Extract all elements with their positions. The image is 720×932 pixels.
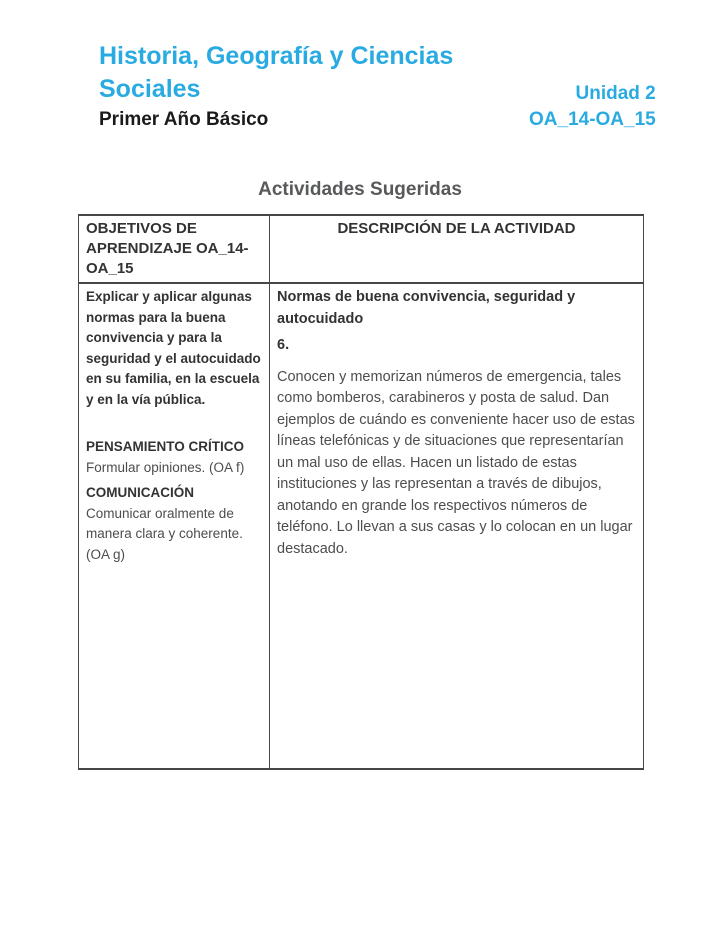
critical-thinking-heading: PENSAMIENTO CRÍTICO bbox=[86, 439, 245, 454]
communication-text: Comunicar oralmente de manera clara y coherente. (OA g) bbox=[86, 505, 243, 562]
oa-range-label: OA_14-OA_15 bbox=[529, 109, 656, 130]
activity-number: 6. bbox=[277, 337, 290, 353]
section-title: Actividades Sugeridas bbox=[258, 179, 462, 200]
activity-cell bbox=[270, 283, 644, 769]
document-header bbox=[99, 0, 656, 133]
activity-description: Conocen y memorizan números de emergencia, tales como bomberos, carabineros y posta de salud. Dan ejemplos de cuándo es conveniente hacer uso de estas líneas telefónicas y de situaciones que representarían un mal uso de ellas. Hacen un listado de estas instituciones y las representan a través de dibujos, anotando en grande los respectivos números de teléfono. Lo llevan a sus casas y lo colocan en un lugar destacado. bbox=[277, 368, 635, 557]
activity-title: Normas de buena convivencia, seguridad y autocuidado bbox=[277, 289, 576, 327]
course-title: Historia, Geografía y Ciencias Sociales bbox=[99, 42, 454, 103]
objective-main-text: Explicar y aplicar algunas normas para la buena convivencia y para la seguridad y el autocuidado en su familia, en la escuela y en la vía pública. bbox=[86, 289, 261, 407]
activity-column-header: DESCRIPCIÓN DE LA ACTIVIDAD bbox=[270, 215, 644, 283]
table-header-row bbox=[79, 215, 644, 283]
course-level: Primer Año Básico bbox=[99, 109, 269, 130]
header-left bbox=[99, 40, 529, 133]
activities-table bbox=[78, 214, 644, 770]
header-right bbox=[529, 81, 656, 133]
objectives-cell bbox=[79, 283, 270, 769]
critical-thinking-text: Formular opiniones. (OA f) bbox=[86, 459, 245, 475]
table-body-row bbox=[79, 283, 644, 769]
unit-label: Unidad 2 bbox=[575, 83, 656, 104]
communication-heading: COMUNICACIÓN bbox=[86, 485, 194, 500]
objectives-column-header: OBJETIVOS DE APRENDIZAJE OA_14-OA_15 bbox=[79, 215, 270, 283]
